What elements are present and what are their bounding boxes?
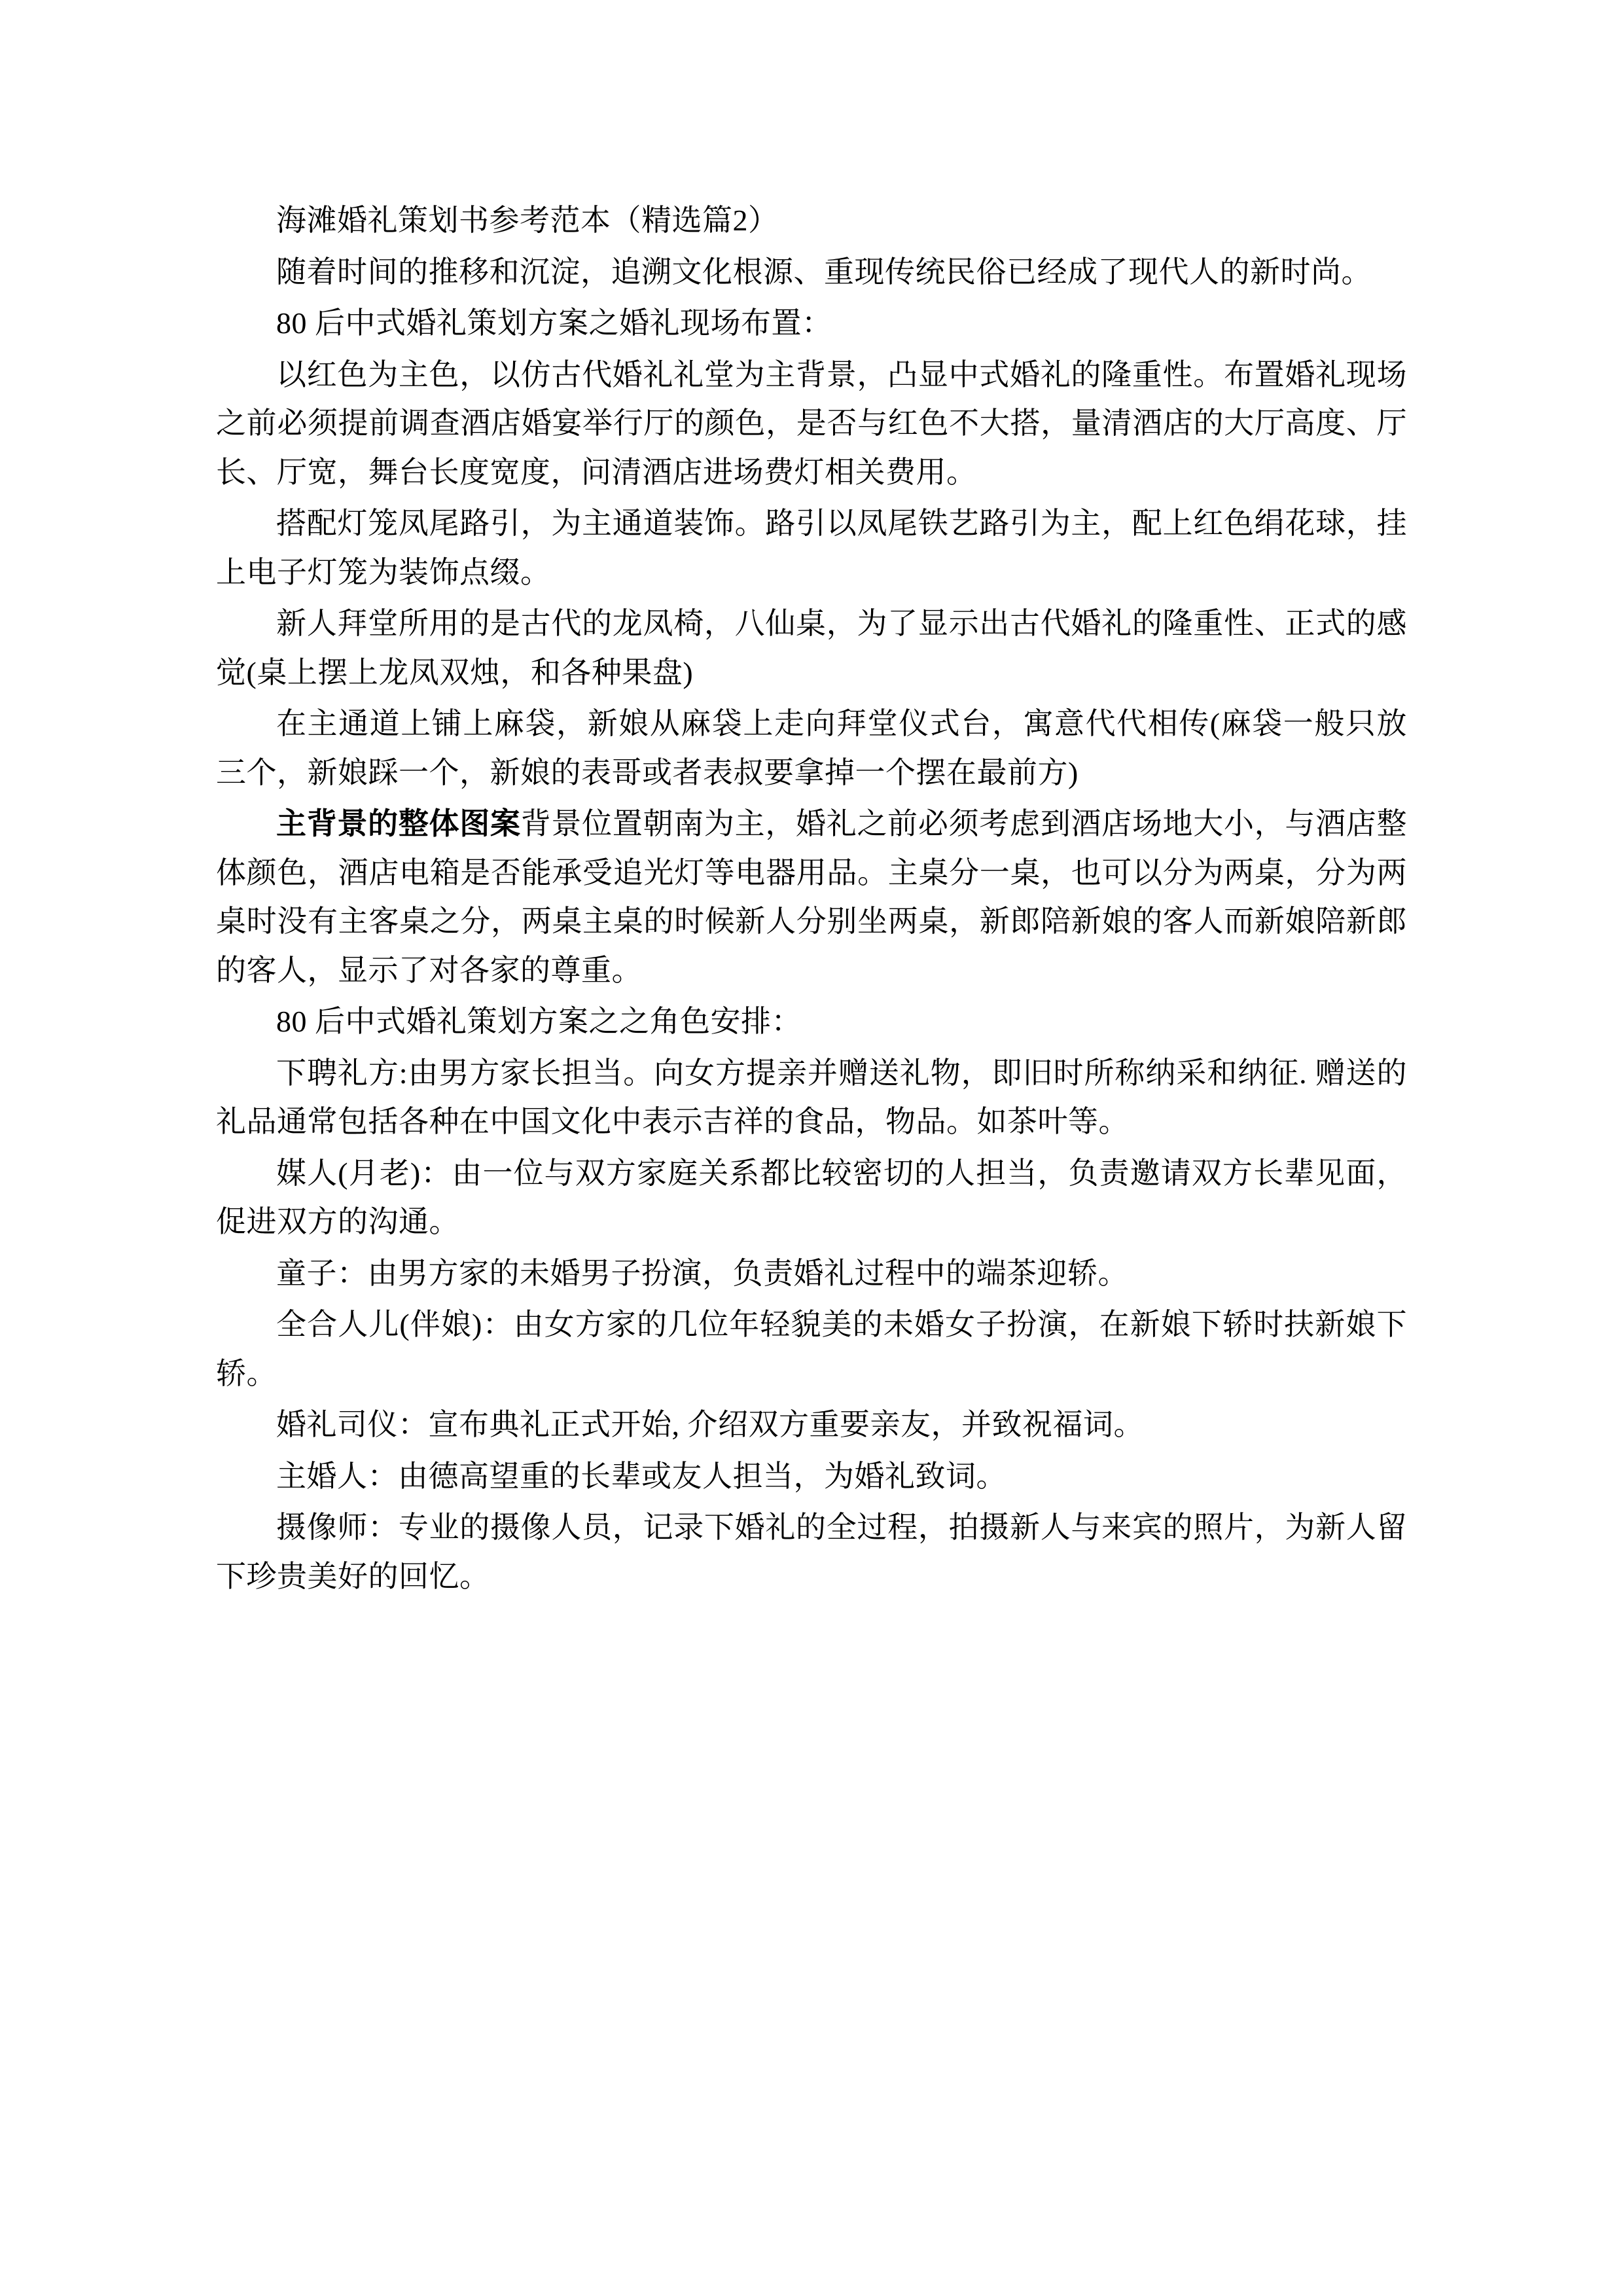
body-paragraph: 婚礼司仪：宣布典礼正式开始, 介绍双方重要亲友，并致祝福词。 [276, 1408, 1144, 1442]
body-paragraph: 搭配灯笼凤尾路引，为主通道装饰。路引以凤尾铁艺路引为主，配上红色绢花球，挂上电子灯笼为装饰点缀。 [216, 507, 1407, 589]
body-paragraph: 以红色为主色，以仿古代婚礼礼堂为主背景，凸显中式婚礼的隆重性。布置婚礼现场之前必须提前调查酒店婚宴举行厅的颜色，是否与红色不大搭，量清酒店的大厅高度、厅长、厅宽，舞台长度宽度，问清酒店进场费灯相关费用。 [216, 357, 1407, 489]
page-title: 海滩婚礼策划书参考范本（精选篇2） [276, 204, 779, 237]
body-paragraph: 童子：由男方家的未婚男子扮演，负责婚礼过程中的端茶迎轿。 [276, 1256, 1128, 1290]
body-paragraph: 全合人儿(伴娘)：由女方家的几位年轻貌美的未婚女子扮演，在新娘下轿时扶新娘下轿。 [216, 1308, 1407, 1390]
body-paragraph: 在主通道上铺上麻袋，新娘从麻袋上走向拜堂仪式台，寓意代代相传(麻袋一般只放三个，新娘踩一个，新娘的表哥或者表叔要拿掉一个摆在最前方) [216, 707, 1407, 789]
body-paragraph: 摄像师：专业的摄像人员，记录下婚礼的全过程，拍摄新人与来宾的照片，为新人留下珍贵美好的回忆。 [216, 1511, 1407, 1593]
body-paragraph: 80 后中式婚礼策划方案之之角色安排： [276, 1005, 802, 1039]
body-paragraph: 主婚人：由德高望重的长辈或友人担当，为婚礼致词。 [276, 1459, 1007, 1493]
body-paragraph: 媒人(月老)：由一位与双方家庭关系都比较密切的人担当，负责邀请双方长辈见面，促进双方的沟通。 [216, 1156, 1407, 1239]
paragraph-text: 背景位置朝南为主，婚礼之前必须考虑到酒店场地大小，与酒店整体颜色，酒店电箱是否能承受追光灯等电器用品。主桌分一桌，也可以分为两桌，分为两桌时没有主客桌之分，两桌主桌的时候新人分别坐两桌，新郎陪新娘的客人而新娘陪新郎的客人，显示了对各家的尊重。 [216, 807, 1408, 987]
paragraph-lead: 主背景的整体图案 [276, 807, 521, 841]
paragraph-list [216, 248, 1407, 1602]
body-paragraph: 80 后中式婚礼策划方案之婚礼现场布置： [276, 306, 832, 340]
document-body [216, 196, 1407, 1601]
body-paragraph: 随着时间的推移和沉淀，追溯文化根源、重现传统民俗已经成了现代人的新时尚。 [276, 255, 1372, 289]
body-paragraph [216, 800, 1407, 995]
body-paragraph: 下聘礼方:由男方家长担当。向女方提亲并赠送礼物，即旧时所称纳采和纳征. 赠送的礼品通常包括各种在中国文化中表示吉祥的食品，物品。如茶叶等。 [216, 1056, 1407, 1139]
body-paragraph: 新人拜堂所用的是古代的龙凤椅，八仙桌，为了显示出古代婚礼的隆重性、正式的感觉(桌上摆上龙凤双烛，和各种果盘) [216, 607, 1407, 689]
